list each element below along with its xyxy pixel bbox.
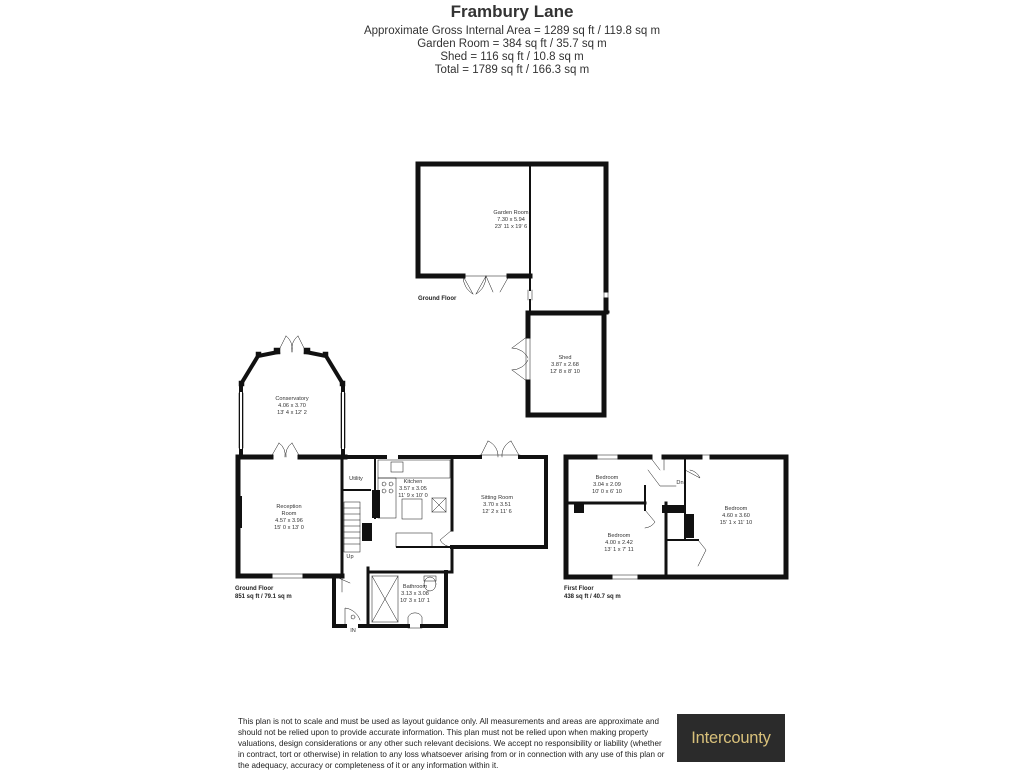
gross-internal-area: Approximate Gross Internal Area = 1289 sq ft / 119.8 sq m bbox=[363, 25, 661, 37]
svg-text:3.13 x 3.08: 3.13 x 3.08 bbox=[401, 591, 429, 597]
shed-area: Shed = 116 sq ft / 10.8 sq m bbox=[440, 51, 584, 63]
svg-text:Bathroom: Bathroom bbox=[402, 584, 428, 590]
bedroom-small-label bbox=[592, 475, 622, 495]
svg-text:Sitting Room: Sitting Room bbox=[480, 495, 514, 501]
svg-text:Reception: Reception bbox=[276, 504, 302, 510]
svg-text:4.00 x 2.42: 4.00 x 2.42 bbox=[605, 540, 633, 546]
svg-text:Garden Room: Garden Room bbox=[493, 210, 529, 216]
svg-text:23' 11 x 19' 6: 23' 11 x 19' 6 bbox=[494, 224, 528, 230]
property-title: Frambury Lane bbox=[450, 2, 574, 21]
svg-text:15' 1 x 11' 10: 15' 1 x 11' 10 bbox=[719, 520, 753, 526]
garden-room-label bbox=[493, 210, 528, 230]
garden-room-doors bbox=[418, 232, 608, 300]
stairs-up-label: Up bbox=[346, 554, 354, 560]
svg-text:Conservatory: Conservatory bbox=[275, 396, 309, 402]
kitchen-label bbox=[398, 479, 427, 499]
svg-text:10' 0 x 6' 10: 10' 0 x 6' 10 bbox=[592, 489, 622, 495]
ground-floor-area: 851 sq ft / 79.1 sq m bbox=[235, 594, 292, 600]
svg-text:13' 4 x 12' 2: 13' 4 x 12' 2 bbox=[277, 410, 307, 416]
disclaimer-text: This plan is not to scale and must be used as layout guidance only. All measurements and areas are approximate and should not be relied upon to provide accurate information. This plan must not be relied upon when making property valuations, design considerations or any other such relevant decisions. We accept no responsibility or liability (whether in contract, tort or otherwise) in relation to any loss whatsoever arising from or in connection with any use of this plan or the adequacy, accuracy or completeness of it or any information within it. bbox=[238, 717, 665, 770]
svg-text:Bedroom: Bedroom bbox=[607, 533, 631, 539]
svg-text:3.87 x 2.68: 3.87 x 2.68 bbox=[551, 362, 579, 368]
svg-text:3.57 x 3.05: 3.57 x 3.05 bbox=[399, 486, 427, 492]
shed-label bbox=[550, 355, 580, 375]
utility-label: Utility bbox=[349, 476, 363, 482]
bedroom-middle-label bbox=[604, 533, 633, 553]
shed-doors bbox=[512, 336, 530, 382]
entrance-label: IN bbox=[350, 628, 356, 634]
svg-text:11' 9 x 10' 0: 11' 9 x 10' 0 bbox=[398, 493, 428, 499]
svg-text:12' 2 x 11' 6: 12' 2 x 11' 6 bbox=[482, 509, 512, 515]
sitting-room-label bbox=[481, 495, 513, 515]
reception-room-label bbox=[274, 504, 304, 531]
svg-text:Bedroom: Bedroom bbox=[724, 506, 748, 512]
garden-room-walls bbox=[418, 164, 608, 312]
svg-text:13' 1 x 7' 11: 13' 1 x 7' 11 bbox=[604, 547, 634, 553]
svg-text:4.06 x 3.70: 4.06 x 3.70 bbox=[278, 403, 306, 409]
svg-text:7.30 x 5.94: 7.30 x 5.94 bbox=[497, 217, 525, 223]
svg-text:4.60 x 3.60: 4.60 x 3.60 bbox=[722, 513, 750, 519]
svg-text:3.70 x 3.51: 3.70 x 3.51 bbox=[483, 502, 511, 508]
agency-logo bbox=[677, 714, 785, 762]
first-floor-area: 438 sq ft / 40.7 sq m bbox=[564, 594, 621, 600]
total-area: Total = 1789 sq ft / 166.3 sq m bbox=[434, 64, 590, 76]
svg-text:Bedroom: Bedroom bbox=[595, 475, 619, 481]
svg-text:3.04 x 2.09: 3.04 x 2.09 bbox=[593, 482, 621, 488]
garden-room-area: Garden Room = 384 sq ft / 35.7 sq m bbox=[417, 38, 607, 50]
svg-text:10' 3 x 10' 1: 10' 3 x 10' 1 bbox=[400, 598, 430, 604]
outbuilding-floor-label: Ground Floor bbox=[418, 296, 457, 302]
svg-text:Room: Room bbox=[281, 511, 297, 517]
ground-floor-fixtures bbox=[239, 336, 520, 628]
agency-logo-text: Intercounty bbox=[691, 728, 771, 747]
bathroom-label bbox=[400, 584, 430, 604]
ground-floor-label: Ground Floor bbox=[235, 586, 274, 592]
bedroom-large-label bbox=[720, 506, 753, 526]
svg-text:15' 0 x 13' 0: 15' 0 x 13' 0 bbox=[274, 525, 304, 531]
first-floor-label: First Floor bbox=[564, 586, 594, 592]
stairs-down-label: Dn bbox=[676, 480, 684, 486]
conservatory-label bbox=[275, 396, 308, 416]
svg-text:Kitchen: Kitchen bbox=[403, 479, 423, 485]
svg-text:Shed: Shed bbox=[558, 355, 572, 361]
svg-text:4.57 x 3.96: 4.57 x 3.96 bbox=[275, 518, 303, 524]
svg-text:12' 8 x 8' 10: 12' 8 x 8' 10 bbox=[550, 369, 580, 375]
